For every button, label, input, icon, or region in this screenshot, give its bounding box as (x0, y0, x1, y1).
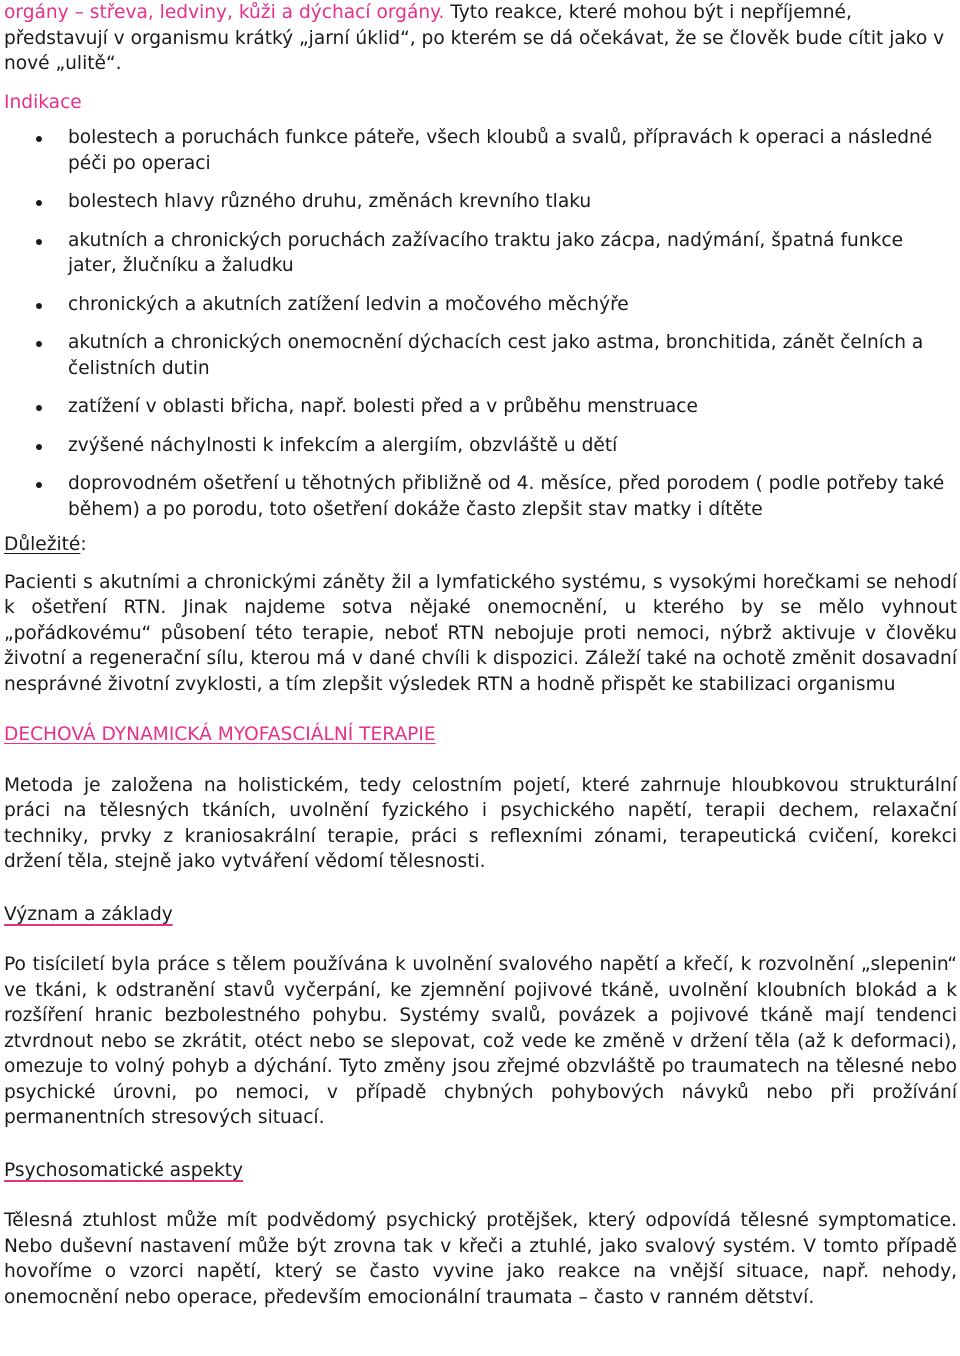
list-item (4, 125, 957, 176)
dulezite-colon: : (80, 534, 87, 555)
indikace-heading: Indikace (4, 91, 82, 113)
list-item (4, 471, 957, 522)
intro-text: Tyto reakce, které mohou být i nepříjemné, představují v organismu krátký „jarní úklid“, po kterém se dá očekávat, že se člověk bude cítit jako v nové „ulitě“. (4, 2, 945, 74)
list-item-text: zvýšené náchylnosti k infekcím a alergiím, obzvláště u dětí (68, 434, 618, 456)
list-item-text: doprovodném ošetření u těhotných přibližně od 4. měsíce, před porodem ( podle potřeby také během) a po porodu, toto ošetření dokáže často zlepšit stav matky i dítěte (68, 473, 945, 520)
dulezite-label-text: Důležité (4, 534, 81, 555)
list-item (4, 330, 957, 381)
list-item-text: zatížení v oblasti břicha, např. bolesti před a v průběhu menstruace (68, 396, 698, 417)
psycho-paragraph: Tělesná ztuhlost může mít podvědomý psychický protějšek, který odpovídá tělesné symptomatice. Nebo duševní nastavení může být zrovna tak v křeči a ztuhlé, jako svalový systém. V tomto případě hovoříme o vzorci napětí, který se často vyvine jako reakce na vnější situace, např. nehody, onemocnění nebo operace, především emocionální traumata – často v ranném dětství. (4, 1210, 957, 1308)
list-item (4, 228, 957, 279)
bullet-icon (36, 482, 42, 488)
list-item-text: bolestech a poruchách funkce páteře, všech kloubů a svalů, přípravách k operaci a následné péči po operaci (68, 127, 933, 174)
list-item-text: chronických a akutních zatížení ledvin a močového měchýře (68, 293, 629, 315)
indikace-list (4, 125, 957, 522)
bullet-icon (36, 444, 42, 450)
list-item (4, 292, 957, 318)
bullet-icon (36, 303, 42, 309)
intro-pink-lead: orgány – střeva, ledviny, kůži a dýchací orgány. (4, 2, 445, 23)
list-item-text: akutních a chronických poruchách zažívacího traktu jako zácpa, nadýmání, špatná funkce jater, žlučníku a žaludku (68, 229, 904, 276)
list-item (4, 394, 957, 420)
intro-paragraph (4, 0, 957, 77)
list-item (4, 433, 957, 459)
vyznam-paragraph: Po tisíciletí byla práce s tělem používána k uvolnění svalového napětí a křečí, k rozvolnění „slepenin“ ve tkáni, k odstranění stavů vyčerpání, ke zjemnění pojivové tkáně, uvolnění kloubních blokád a k rozšíření hranic bezbolestného pohybu. Systémy svalů, povázek a pojivové tkáně mají tendenci ztvrdnout nebo se zkrátit, otéct nebo se slepovat, což vede ke změně v držení těla (až k deformaci), omezuje to volný pohyb a dýchání. Tyto změny jsou zřejmé obzvláště po traumatech na tělesné nebo psychické úrovni, po nemoci, v případě chybných pohybových návyků nebo při prožívání permanentních stresových situací. (4, 954, 957, 1128)
bullet-icon (36, 136, 42, 142)
bullet-icon (36, 200, 42, 206)
list-item (4, 189, 957, 215)
ddmt-paragraph: Metoda je založena na holistickém, tedy celostním pojetí, které zahrnuje hloubkovou strukturální práci na tělesných tkáních, uvolnění fyzického i psychického napětí, terapii dechem, relaxační techniky, prvky z kraniosakrální terapie, práci s reflexními zónami, terapeutická cvičení, korekci držení těla, stejně jako vytváření vědomí tělesnosti. (4, 774, 957, 872)
bullet-icon (36, 239, 42, 245)
ddmt-heading: DECHOVÁ DYNAMICKÁ MYOFASCIÁLNÍ TERAPIE (4, 724, 436, 745)
bullet-icon (36, 405, 42, 411)
bullet-icon (36, 341, 42, 347)
psycho-heading: Psychosomatické aspekty (4, 1159, 244, 1181)
dulezite-paragraph: Pacienti s akutními a chronickými záněty žil a lymfatického systému, s vysokými horečkami se nehodí k ošetření RTN. Jinak najdeme sotva nějaké onemocnění, u kterého by se mělo vyhnout „pořádkovému“ působení této terapie, neboť RTN nebojuje proti nemoci, nýbrž aktivuje v člověku životní a regenerační sílu, kterou má v dané chvíli k dispozici. Záleží také na ochotě změnit dosavadní nesprávné životní zvyklosti, a tím zlepšit výsledek RTN a hodně přispět ke stabilizaci organismu (4, 571, 957, 695)
vyznam-heading: Význam a základy (4, 903, 173, 925)
list-item-text: bolestech hlavy různého druhu, změnách krevního tlaku (68, 191, 592, 212)
dulezite-label (4, 532, 957, 558)
list-item-text: akutních a chronických onemocnění dýchacích cest jako astma, bronchitida, zánět čelních a čelistních dutin (68, 332, 924, 379)
